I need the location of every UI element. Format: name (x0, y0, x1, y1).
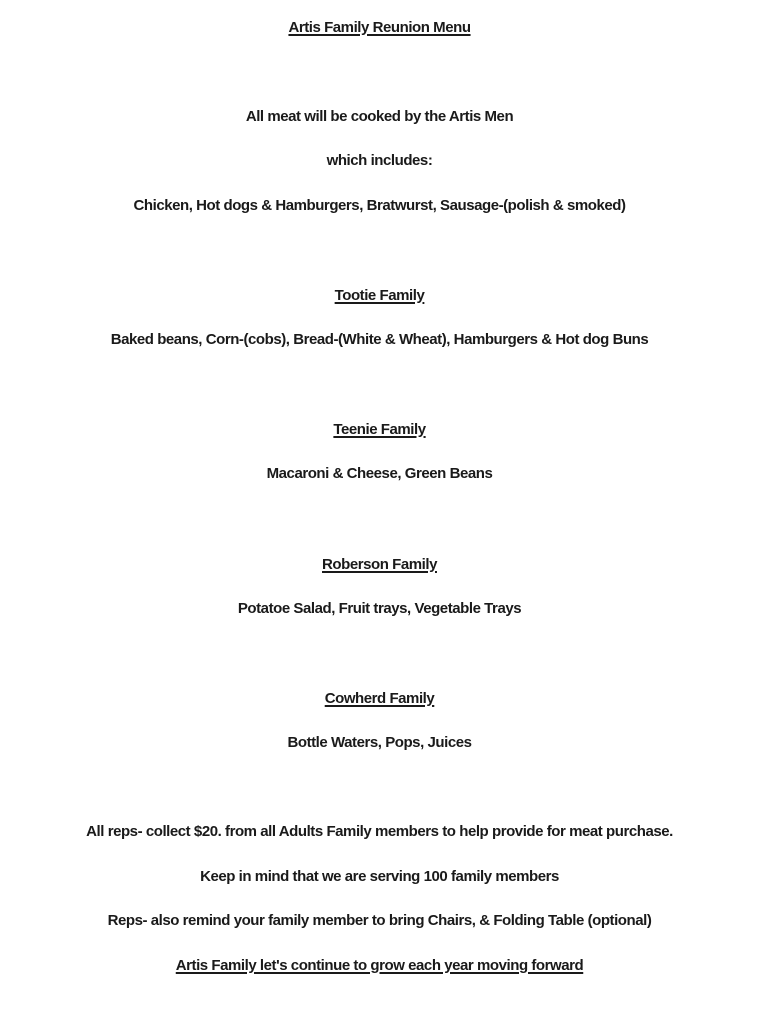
section-items: Macaroni & Cheese, Green Beans (266, 465, 493, 482)
intro-line-1: All meat will be cooked by the Artis Men (245, 108, 514, 125)
intro-meat-items: Chicken, Hot dogs & Hamburgers, Bratwurst, Sausage-(polish & smoked) (133, 197, 626, 214)
note-serving-count: Keep in mind that we are serving 100 family members (200, 868, 559, 885)
document-title: Artis Family Reunion Menu (288, 19, 471, 36)
intro-line-2: which includes: (326, 152, 433, 169)
section-heading: Tootie Family (334, 287, 425, 304)
section-items: Potatoe Salad, Fruit trays, Vegetable Trays (237, 600, 522, 617)
note-collect-money: All reps- collect $20. from all Adults Family members to help provide for meat purchase. (86, 823, 673, 840)
section-heading: Cowherd Family (324, 690, 435, 707)
closing-message: Artis Family let's continue to grow each year moving forward (175, 957, 584, 974)
note-bring-chairs: Reps- also remind your family member to bring Chairs, & Folding Table (optional) (107, 912, 652, 929)
section-heading: Teenie Family (333, 421, 426, 438)
section-heading: Roberson Family (322, 556, 437, 573)
section-items: Baked beans, Corn-(cobs), Bread-(White & Wheat), Hamburgers & Hot dog Buns (110, 331, 649, 348)
section-items: Bottle Waters, Pops, Juices (287, 734, 472, 751)
